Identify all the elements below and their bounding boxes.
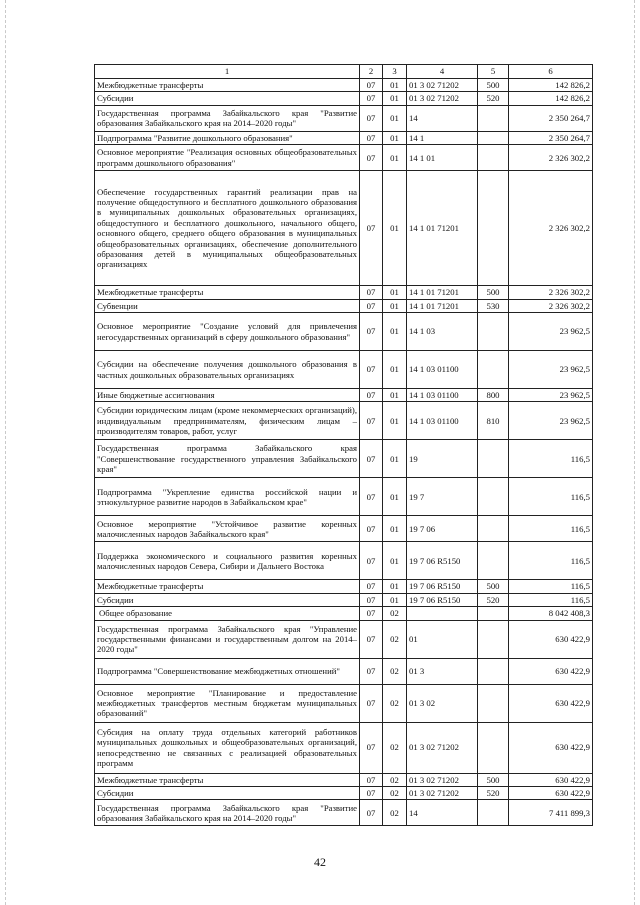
table-row: [95, 620, 593, 658]
row-section-cell: 07: [360, 580, 383, 593]
row-expense-type-cell: [478, 620, 509, 658]
row-expense-type-cell: [478, 722, 509, 773]
row-expense-type-cell: 500: [478, 580, 509, 593]
table-row: [95, 92, 593, 105]
row-section-cell: 07: [360, 389, 383, 402]
row-name-cell: Государственная программа Забайкальского края "Развитие образования Забайкальского края на 2014–2020 годы": [95, 800, 360, 826]
row-subsection-cell: 01: [383, 402, 407, 440]
row-target-code-cell: 01: [407, 620, 478, 658]
row-target-code-cell: 01 3 02: [407, 684, 478, 722]
row-target-code-cell: 14 1 03 01100: [407, 402, 478, 440]
row-expense-type-cell: 520: [478, 787, 509, 800]
row-name-cell: Межбюджетные трансферты: [95, 79, 360, 92]
table-row: [95, 402, 593, 440]
row-section-cell: 07: [360, 722, 383, 773]
row-name-cell: Субсидии: [95, 92, 360, 105]
row-expense-type-cell: 520: [478, 593, 509, 606]
row-expense-type-cell: [478, 145, 509, 171]
row-subsection-cell: 02: [383, 787, 407, 800]
row-expense-type-cell: 810: [478, 402, 509, 440]
row-subsection-cell: 01: [383, 105, 407, 131]
row-expense-type-cell: [478, 440, 509, 478]
row-subsection-cell: 01: [383, 389, 407, 402]
row-name-cell: Основное мероприятие "Планирование и предоставление межбюджетных трансфертов местным бюджетам муниципальных образований": [95, 684, 360, 722]
row-name-cell: Субсидии: [95, 593, 360, 606]
row-expense-type-cell: 530: [478, 299, 509, 312]
row-target-code-cell: 14: [407, 800, 478, 826]
row-name-cell: Субсидии на обеспечение получения дошкольного образования в частных дошкольных образовательных организациях: [95, 351, 360, 389]
row-section-cell: 07: [360, 286, 383, 299]
row-section-cell: 07: [360, 440, 383, 478]
row-section-cell: 07: [360, 620, 383, 658]
row-target-code-cell: 19: [407, 440, 478, 478]
row-amount-cell: 630 422,9: [509, 684, 593, 722]
table-row: [95, 351, 593, 389]
row-section-cell: 07: [360, 105, 383, 131]
row-section-cell: 07: [360, 313, 383, 351]
row-target-code-cell: 01 3 02 71202: [407, 722, 478, 773]
row-section-cell: 07: [360, 145, 383, 171]
table-row: [95, 684, 593, 722]
row-section-cell: 07: [360, 79, 383, 92]
row-section-cell: 07: [360, 773, 383, 786]
row-amount-cell: 2 326 302,2: [509, 145, 593, 171]
table-row: [95, 658, 593, 684]
row-target-code-cell: 19 7 06 R5150: [407, 593, 478, 606]
row-subsection-cell: 01: [383, 593, 407, 606]
row-amount-cell: 2 350 264,7: [509, 131, 593, 144]
row-section-cell: 07: [360, 516, 383, 542]
table-row: [95, 440, 593, 478]
row-expense-type-cell: [478, 516, 509, 542]
row-target-code-cell: 14 1 03 01100: [407, 351, 478, 389]
row-amount-cell: 116,5: [509, 478, 593, 516]
row-target-code-cell: 14 1 01 71201: [407, 299, 478, 312]
row-expense-type-cell: [478, 542, 509, 580]
row-name-cell: Общее образование: [95, 607, 360, 620]
row-name-cell: Обеспечение государственных гарантий реализации прав на получение общедоступного и бесплатного дошкольного образования в муниципальных дошкольных образовательных организациях, общедоступного и бесплатного дошкольного, начального общего, основного общего, среднего общего образования в муниципальных общеобразовательных организациях, обеспечение дополнительного образования детей в муниципальных общеобразовательных организациях: [95, 171, 360, 286]
row-name-cell: Государственная программа Забайкальского края "Развитие образования Забайкальского края на 2014–2020 годы": [95, 105, 360, 131]
row-subsection-cell: 01: [383, 516, 407, 542]
row-name-cell: Подпрограмма "Совершенствование межбюджетных отношений": [95, 658, 360, 684]
row-target-code-cell: 14 1 01 71201: [407, 171, 478, 286]
row-target-code-cell: 19 7: [407, 478, 478, 516]
row-subsection-cell: 02: [383, 607, 407, 620]
header-col-5: 5: [478, 65, 509, 79]
table-body: [95, 65, 593, 826]
row-subsection-cell: 02: [383, 773, 407, 786]
row-subsection-cell: 02: [383, 620, 407, 658]
table-row: [95, 389, 593, 402]
table-row: [95, 105, 593, 131]
row-section-cell: 07: [360, 542, 383, 580]
row-amount-cell: 142 826,2: [509, 92, 593, 105]
row-subsection-cell: 01: [383, 145, 407, 171]
scan-edge-left: [5, 0, 7, 905]
row-subsection-cell: 01: [383, 440, 407, 478]
row-name-cell: Иные бюджетные ассигнования: [95, 389, 360, 402]
table-row: [95, 299, 593, 312]
row-section-cell: 07: [360, 92, 383, 105]
row-expense-type-cell: 500: [478, 286, 509, 299]
row-target-code-cell: 01 3 02 71202: [407, 773, 478, 786]
row-expense-type-cell: 500: [478, 79, 509, 92]
row-name-cell: Основное мероприятие "Создание условий для привлечения негосударственных организаций в сферу дошкольного образования": [95, 313, 360, 351]
row-expense-type-cell: [478, 105, 509, 131]
row-subsection-cell: 01: [383, 351, 407, 389]
row-expense-type-cell: [478, 131, 509, 144]
table-row: [95, 313, 593, 351]
table-row: [95, 773, 593, 786]
row-expense-type-cell: [478, 658, 509, 684]
row-expense-type-cell: [478, 478, 509, 516]
page-number: 42: [314, 855, 326, 869]
row-section-cell: 07: [360, 658, 383, 684]
row-amount-cell: 116,5: [509, 580, 593, 593]
row-subsection-cell: 02: [383, 800, 407, 826]
row-name-cell: Поддержка экономического и социального развития коренных малочисленных народов Севера, Сибири и Дальнего Востока: [95, 542, 360, 580]
table-row: [95, 131, 593, 144]
row-target-code-cell: 19 7 06 R5150: [407, 542, 478, 580]
row-subsection-cell: 02: [383, 722, 407, 773]
row-amount-cell: 630 422,9: [509, 620, 593, 658]
row-subsection-cell: 01: [383, 580, 407, 593]
row-name-cell: Субсидии юридическим лицам (кроме некоммерческих организаций), индивидуальным предпринимателям, физическим лицам – производителям товаров, работ, услуг: [95, 402, 360, 440]
row-subsection-cell: 01: [383, 171, 407, 286]
budget-table: [94, 64, 593, 826]
row-section-cell: 07: [360, 131, 383, 144]
header-col-3: 3: [383, 65, 407, 79]
row-amount-cell: 8 042 408,3: [509, 607, 593, 620]
row-amount-cell: 2 350 264,7: [509, 105, 593, 131]
row-amount-cell: 630 422,9: [509, 658, 593, 684]
table-row: [95, 722, 593, 773]
row-target-code-cell: 01 3 02 71202: [407, 787, 478, 800]
row-section-cell: 07: [360, 171, 383, 286]
table-row: [95, 787, 593, 800]
row-subsection-cell: 01: [383, 478, 407, 516]
row-amount-cell: 23 962,5: [509, 402, 593, 440]
row-amount-cell: 630 422,9: [509, 773, 593, 786]
row-target-code-cell: 14 1 03: [407, 313, 478, 351]
row-target-code-cell: 01 3: [407, 658, 478, 684]
row-amount-cell: 116,5: [509, 516, 593, 542]
row-amount-cell: 630 422,9: [509, 722, 593, 773]
row-expense-type-cell: [478, 800, 509, 826]
row-section-cell: 07: [360, 593, 383, 606]
row-name-cell: Субсидия на оплату труда отдельных категорий работников муниципальных дошкольных и общеобразовательных организаций, непосредственно не связанных с реализацией образовательных программ: [95, 722, 360, 773]
row-target-code-cell: 19 7 06: [407, 516, 478, 542]
table-row: [95, 800, 593, 826]
table-row: [95, 478, 593, 516]
row-name-cell: Основное мероприятие "Устойчивое развитие коренных малочисленных народов Забайкальского края": [95, 516, 360, 542]
row-expense-type-cell: [478, 313, 509, 351]
row-section-cell: 07: [360, 402, 383, 440]
row-amount-cell: 116,5: [509, 593, 593, 606]
row-expense-type-cell: [478, 607, 509, 620]
row-expense-type-cell: 520: [478, 92, 509, 105]
row-subsection-cell: 01: [383, 299, 407, 312]
row-expense-type-cell: [478, 171, 509, 286]
row-target-code-cell: 14 1 03 01100: [407, 389, 478, 402]
row-subsection-cell: 01: [383, 92, 407, 105]
row-subsection-cell: 01: [383, 79, 407, 92]
row-amount-cell: 2 326 302,2: [509, 171, 593, 286]
row-name-cell: Межбюджетные трансферты: [95, 773, 360, 786]
row-subsection-cell: 01: [383, 286, 407, 299]
row-target-code-cell: 14: [407, 105, 478, 131]
row-section-cell: 07: [360, 478, 383, 516]
row-amount-cell: 116,5: [509, 440, 593, 478]
table-row: [95, 79, 593, 92]
table-row: [95, 580, 593, 593]
header-col-6: 6: [509, 65, 593, 79]
row-subsection-cell: 02: [383, 684, 407, 722]
row-target-code-cell: 14 1: [407, 131, 478, 144]
row-target-code-cell: 14 1 01: [407, 145, 478, 171]
table-row: [95, 171, 593, 286]
scan-edge-right: [634, 0, 636, 905]
row-amount-cell: 23 962,5: [509, 313, 593, 351]
header-col-1: 1: [95, 65, 360, 79]
table-row: [95, 145, 593, 171]
row-subsection-cell: 02: [383, 658, 407, 684]
row-target-code-cell: [407, 607, 478, 620]
row-section-cell: 07: [360, 299, 383, 312]
row-section-cell: 07: [360, 351, 383, 389]
row-target-code-cell: 01 3 02 71202: [407, 79, 478, 92]
row-amount-cell: 7 411 899,3: [509, 800, 593, 826]
row-amount-cell: 23 962,5: [509, 389, 593, 402]
row-amount-cell: 630 422,9: [509, 787, 593, 800]
row-name-cell: Подпрограмма "Укрепление единства российской нации и этнокультурное развитие народов в Забайкальском крае": [95, 478, 360, 516]
row-name-cell: Межбюджетные трансферты: [95, 286, 360, 299]
row-expense-type-cell: [478, 351, 509, 389]
row-expense-type-cell: [478, 684, 509, 722]
row-section-cell: 07: [360, 787, 383, 800]
row-name-cell: Подпрограмма "Развитие дошкольного образования": [95, 131, 360, 144]
row-amount-cell: 2 326 302,2: [509, 299, 593, 312]
table-header-row: [95, 65, 593, 79]
row-name-cell: Межбюджетные трансферты: [95, 580, 360, 593]
row-expense-type-cell: 500: [478, 773, 509, 786]
table-row: [95, 593, 593, 606]
row-target-code-cell: 14 1 01 71201: [407, 286, 478, 299]
table-row: [95, 607, 593, 620]
table-row: [95, 542, 593, 580]
row-section-cell: 07: [360, 800, 383, 826]
table-row: [95, 286, 593, 299]
row-section-cell: 07: [360, 607, 383, 620]
row-subsection-cell: 01: [383, 542, 407, 580]
table-row: [95, 516, 593, 542]
row-name-cell: Субвенции: [95, 299, 360, 312]
header-col-4: 4: [407, 65, 478, 79]
header-col-2: 2: [360, 65, 383, 79]
row-amount-cell: 2 326 302,2: [509, 286, 593, 299]
row-subsection-cell: 01: [383, 131, 407, 144]
row-amount-cell: 23 962,5: [509, 351, 593, 389]
row-target-code-cell: 01 3 02 71202: [407, 92, 478, 105]
row-section-cell: 07: [360, 684, 383, 722]
row-name-cell: Государственная программа Забайкальского края "Управление государственными финансами и государственным долгом на 2014–2020 годы": [95, 620, 360, 658]
row-name-cell: Основное мероприятие "Реализация основных общеобразовательных программ дошкольного образования": [95, 145, 360, 171]
row-subsection-cell: 01: [383, 313, 407, 351]
row-name-cell: Государственная программа Забайкальского края "Совершенствование государственного управления Забайкальского края": [95, 440, 360, 478]
row-expense-type-cell: 800: [478, 389, 509, 402]
row-amount-cell: 116,5: [509, 542, 593, 580]
row-amount-cell: 142 826,2: [509, 79, 593, 92]
row-target-code-cell: 19 7 06 R5150: [407, 580, 478, 593]
row-name-cell: Субсидии: [95, 787, 360, 800]
